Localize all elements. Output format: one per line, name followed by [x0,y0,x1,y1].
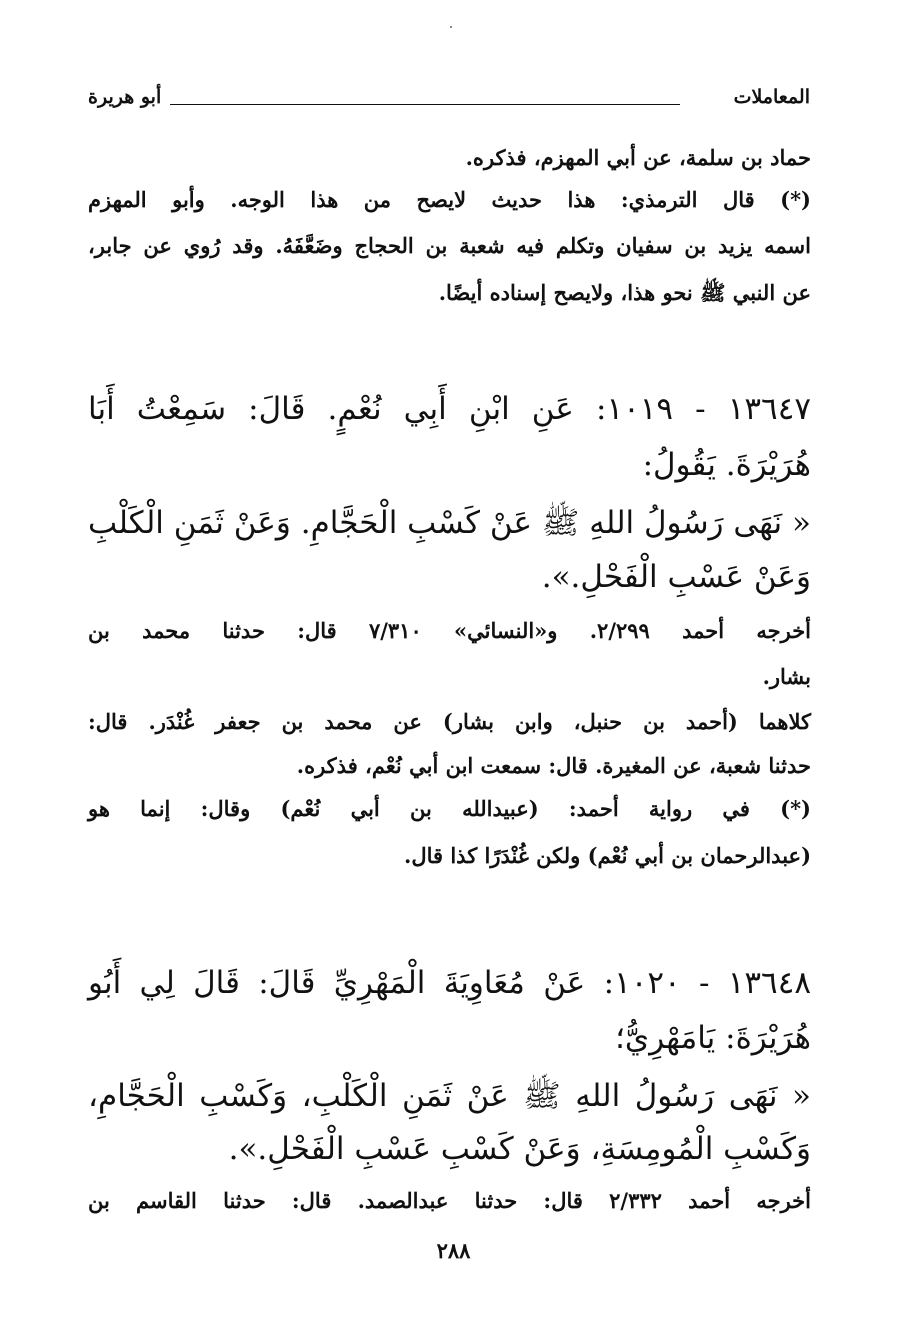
hadith-heading-line: ١٣٦٤٧ - ١٠١٩: عَنِ ابْنِ أَبِي نُعْمٍ. قَالَ: سَمِعْتُ أَبَا [88,391,812,427]
hadith-text-line: وَكَسْبِ الْمُومِسَةِ، وَعَنْ كَسْبِ عَسْبِ الْفَحْلِ.». [228,1131,811,1167]
header-section-title: المعاملات [733,86,810,108]
hadith-heading-line: هُرَيْرَةَ. يَقُولُ: [642,447,811,483]
hadith-text-line: وَعَنْ عَسْبِ الْفَحْلِ.». [541,559,811,595]
hadith-text-line: « نَهَى رَسُولُ اللهِ ﷺ عَنْ كَسْبِ الْحَجَّامِ. وَعَنْ ثَمَنِ الْكَلْبِ [88,505,811,541]
page-number: ٢٨٨ [436,1238,471,1263]
hadith-heading-line: ١٣٦٤٨ - ١٠٢٠: عَنْ مُعَاوِيَةَ الْمَهْرِيِّ قَالَ: قَالَ لِي أَبُو [88,965,812,1001]
text-line: (*) في رواية أحمد: (عبيدالله بن أبي نُعْم) وقال: إنما هو [88,796,811,821]
text-line: كلاهما (أحمد بن حنبل، وابن بشار) عن محمد بن جعفر غُنْدَر. قال: [88,709,811,734]
text-line: أخرجه أحمد ٢/٣٣٢ قال: حدثنا عبدالصمد. قال: حدثنا القاسم بن [88,1188,811,1213]
text-line: حماد بن سلمة، عن أبي المهزم، فذكره. [465,145,811,170]
header-chapter-title: أبو هريرة [88,86,162,108]
text-line: أخرجه أحمد ٢/٢٩٩. و«النسائي» ٧/٣١٠ قال: حدثنا محمد بن [88,618,812,643]
text-line: بشار. [762,664,811,689]
hadith-heading-line: هُرَيْرَةَ: يَامَهْرِيُّ؛ [615,1020,811,1056]
text-line: اسمه يزيد بن سفيان وتكلم فيه شعبة بن الحجاج وضَعَّفَهُ. وقد رُوي عن جابر، [88,233,811,258]
header-rule [170,104,680,105]
text-line: حدثنا شعبة، عن المغيرة. قال: سمعت ابن أبي نُعْم، فذكره. [296,753,811,778]
scan-speck [450,26,452,28]
running-header [88,86,810,120]
text-line: (*) قال الترمذي: هذا حديث لايصح من هذا الوجه. وأبو المهزم [88,187,811,212]
text-line: (عبدالرحمان بن أبي نُعْم) ولكن غُنْدَرًا كذا قال. [404,843,811,868]
text-line: عن النبي ﷺ نحو هذا، ولايصح إسناده أيضًا. [438,280,811,305]
hadith-text-line: « نَهَى رَسُولُ اللهِ ﷺ عَنْ ثَمَنِ الْكَلْبِ، وَكَسْبِ الْحَجَّامِ، [88,1078,811,1114]
